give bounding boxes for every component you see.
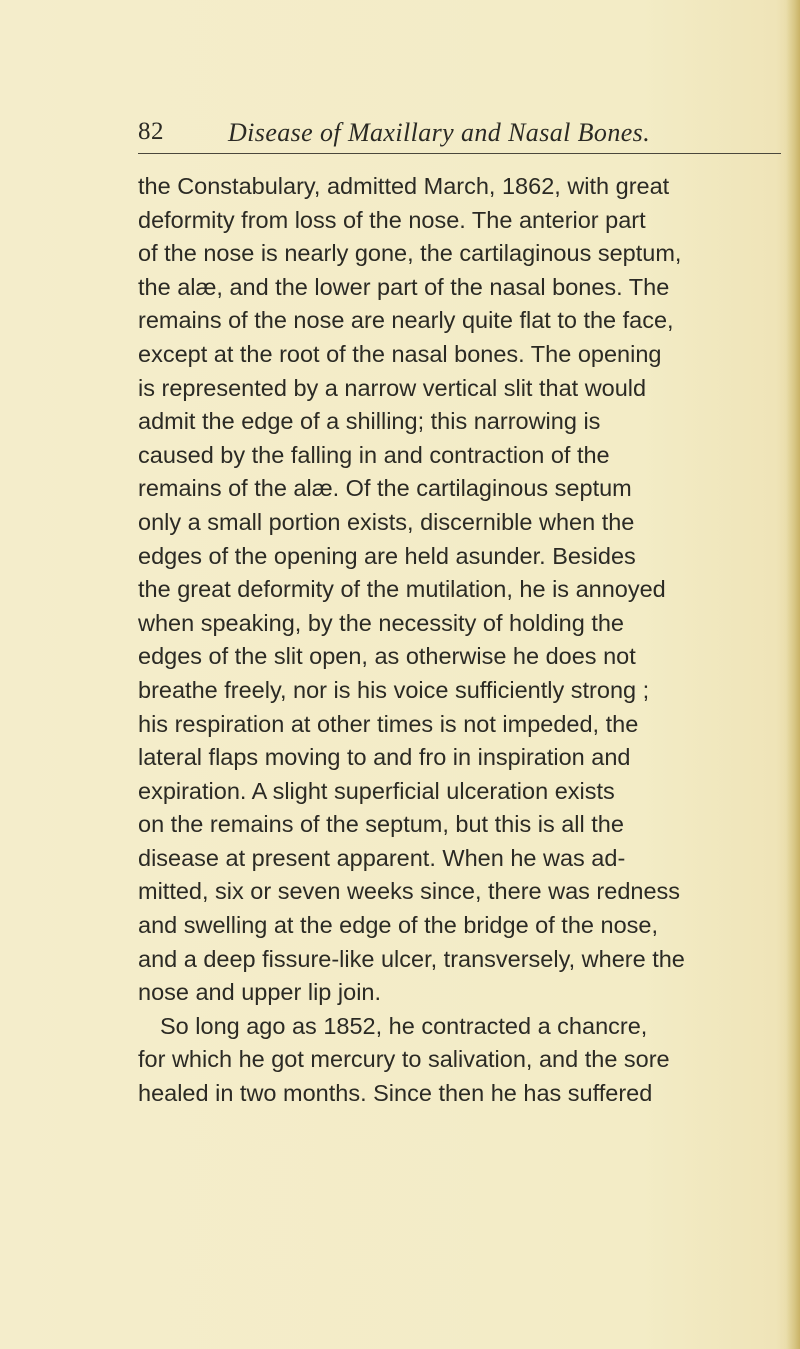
- text-line: mitted, six or seven weeks since, there was redness: [138, 878, 681, 905]
- text-line: caused by the falling in and contraction of the: [138, 441, 610, 468]
- text-line: admit the edge of a shilling; this narrowing is: [138, 408, 601, 435]
- text-line: healed in two months. Since then he has suffered: [138, 1080, 653, 1107]
- text-line: edges of the slit open, as otherwise he does not: [138, 643, 636, 670]
- text-line: the great deformity of the mutilation, he is annoyed: [138, 576, 666, 603]
- body-text: [138, 170, 798, 1111]
- text-line: only a small portion exists, discernible when the: [138, 508, 635, 535]
- text-line: when speaking, by the necessity of holding the: [138, 609, 624, 636]
- text-line: expiration. A slight superficial ulceration exists: [138, 777, 615, 804]
- paragraph-start-line: So long ago as 1852, he contracted a chancre,: [160, 1012, 648, 1039]
- text-line: edges of the opening are held asunder. Besides: [138, 542, 636, 569]
- text-line: is represented by a narrow vertical slit that would: [138, 374, 647, 401]
- text-line: and swelling at the edge of the bridge of the nose,: [138, 912, 658, 939]
- text-line: remains of the alæ. Of the cartilaginous septum: [138, 475, 632, 502]
- text-line: disease at present apparent. When he was ad-: [138, 844, 626, 871]
- text-line: deformity from loss of the nose. The anterior part: [138, 206, 646, 233]
- text-line: except at the root of the nasal bones. The opening: [138, 340, 662, 367]
- header-rule: [138, 153, 781, 154]
- page-header: [138, 118, 778, 158]
- page-number: 82: [138, 118, 164, 145]
- text-line: the alæ, and the lower part of the nasal bones. The: [138, 273, 670, 300]
- text-line: for which he got mercury to salivation, and the sore: [138, 1046, 670, 1073]
- text-line: nose and upper lip join.: [138, 979, 382, 1006]
- text-line: breathe freely, nor is his voice sufficiently strong ;: [138, 676, 650, 703]
- text-line: remains of the nose are nearly quite flat to the face,: [138, 307, 674, 334]
- text-line: on the remains of the septum, but this is all the: [138, 811, 624, 838]
- text-line: lateral flaps moving to and fro in inspiration and: [138, 744, 631, 771]
- text-line: and a deep fissure-like ulcer, transversely, where the: [138, 945, 685, 972]
- text-line: the Constabulary, admitted March, 1862, with great: [138, 173, 670, 199]
- text-line: of the nose is nearly gone, the cartilaginous septum,: [138, 240, 682, 267]
- running-title: Disease of Maxillary and Nasal Bones.: [228, 118, 651, 147]
- text-line: his respiration at other times is not impeded, the: [138, 710, 639, 737]
